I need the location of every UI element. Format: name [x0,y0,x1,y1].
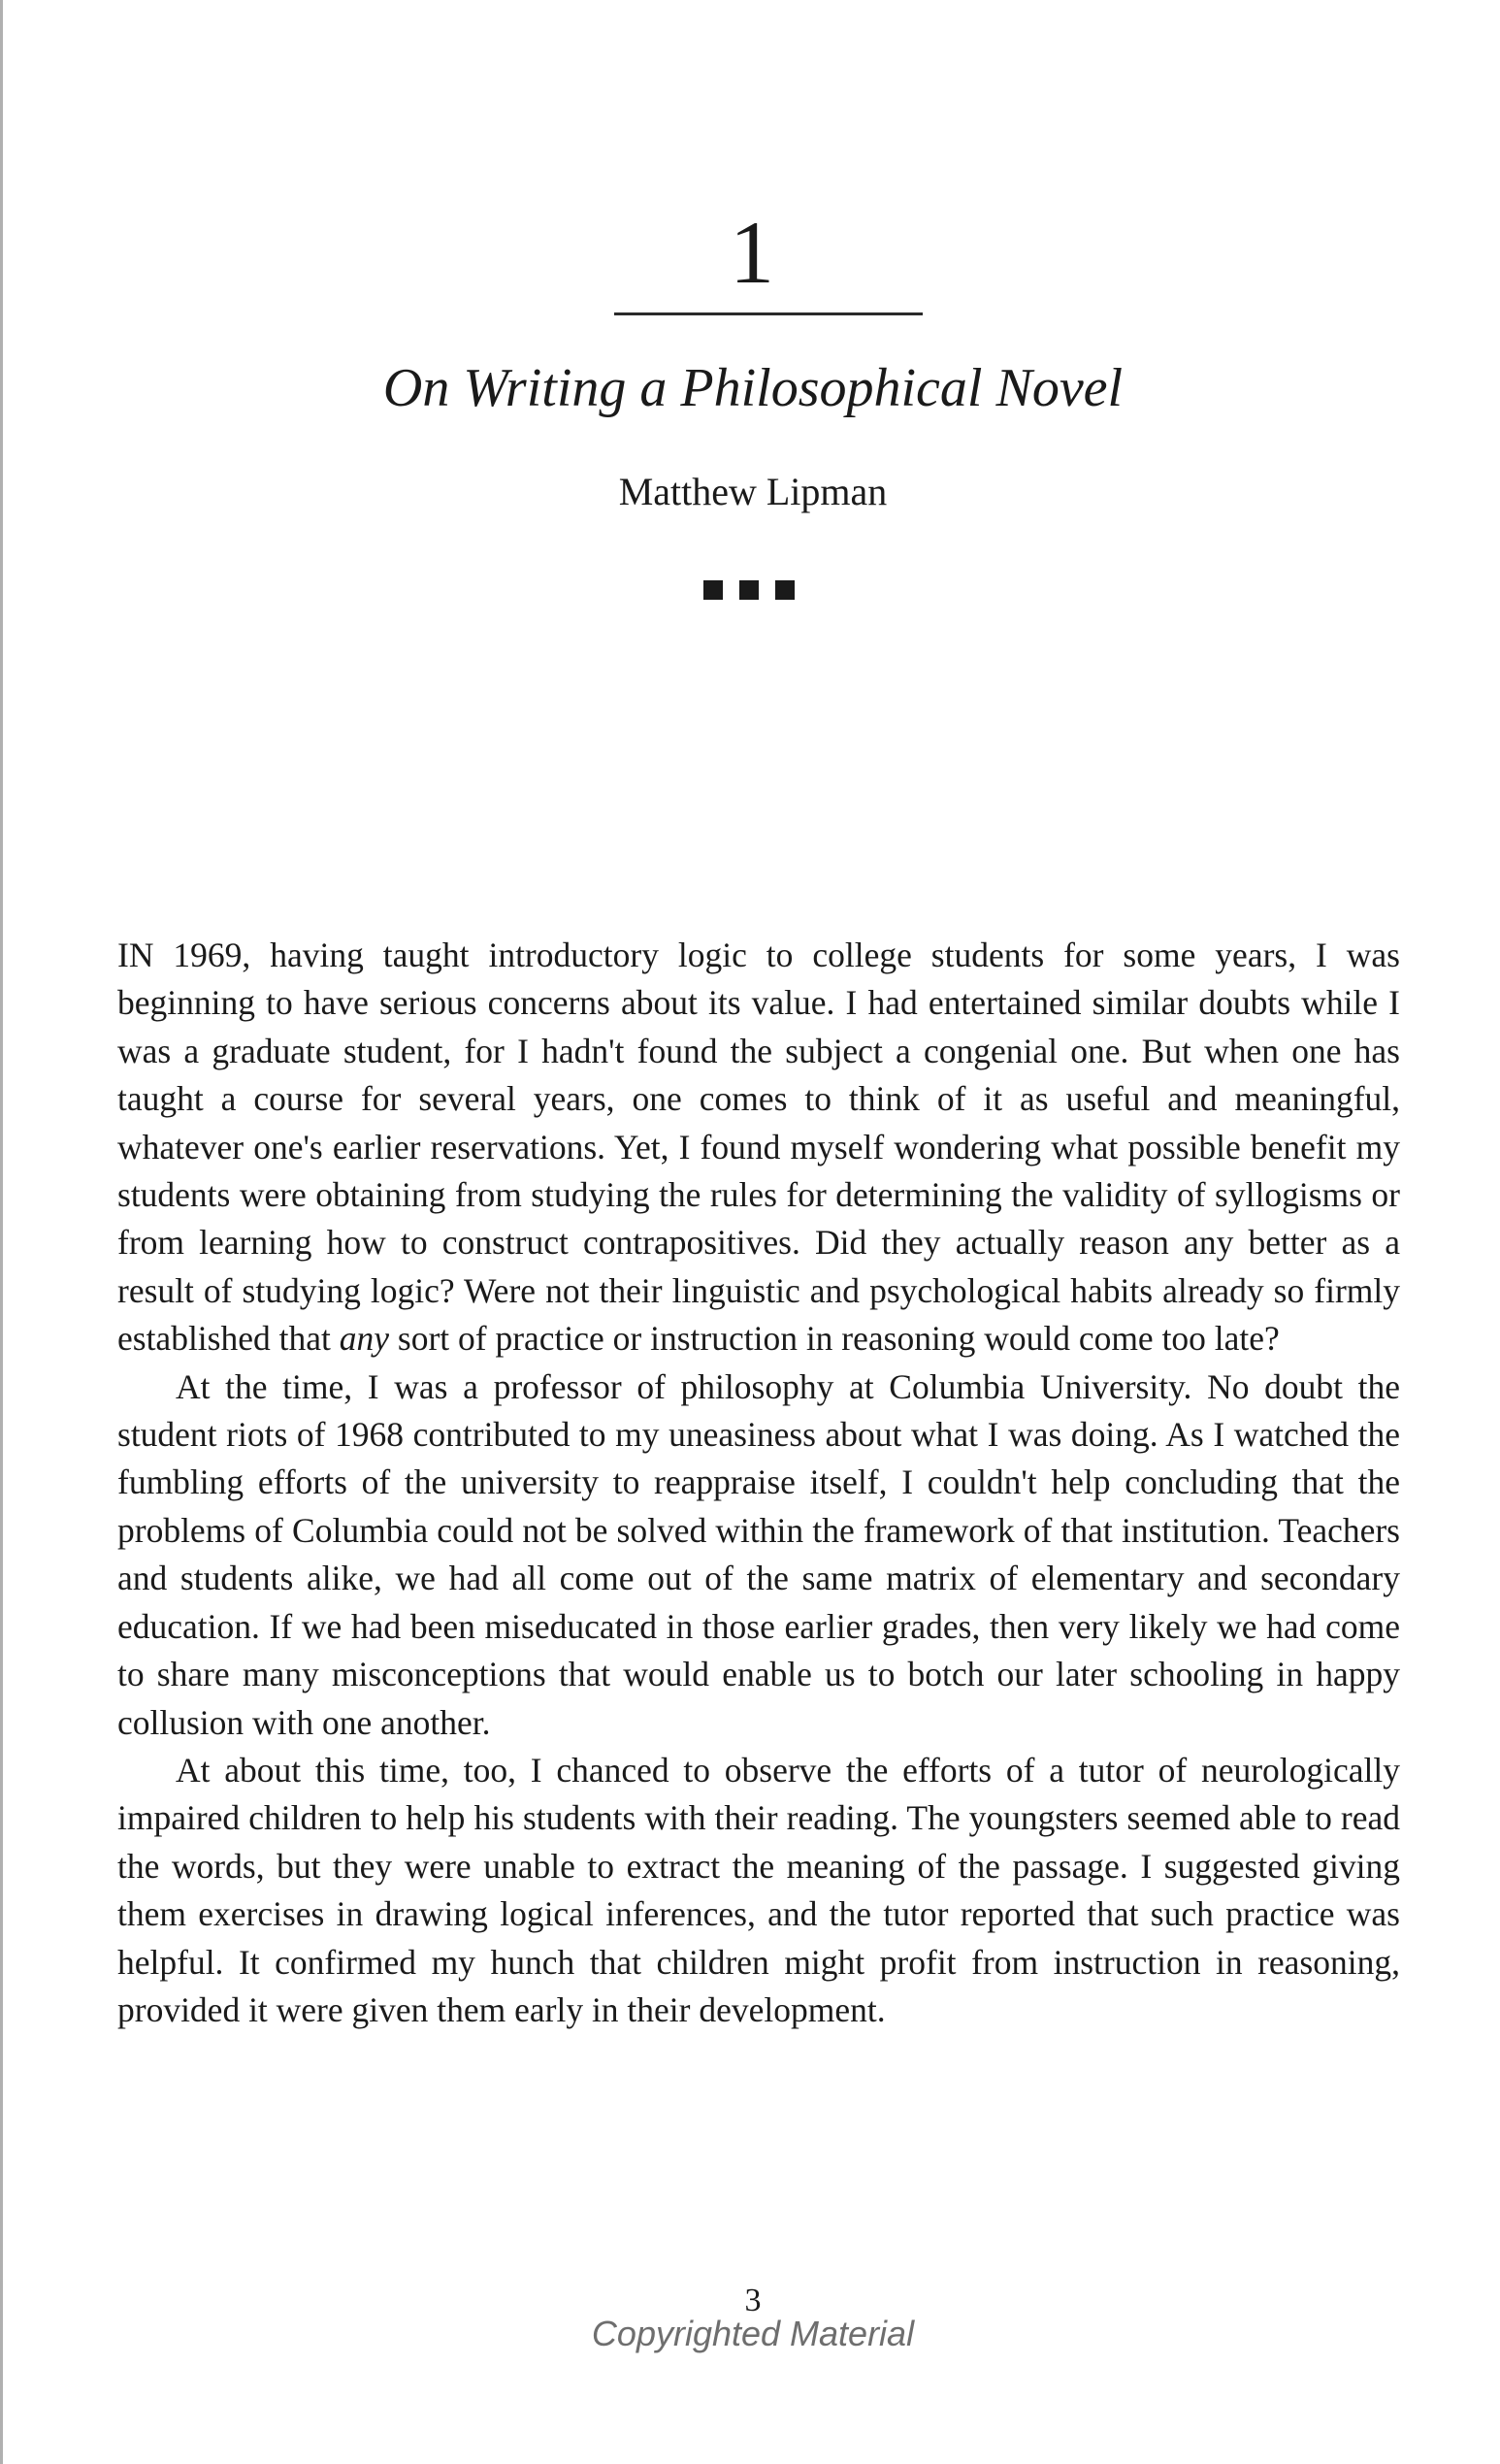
chapter-title: On Writing a Philosophical Novel [382,358,1124,418]
paragraph-3: At about this time, too, I chanced to observe the efforts of a tutor of neurologically impaired children to help his students with their reading. The youngsters seemed able to read the words, but they were unable to extract the meaning of the passage. I suggested giving them exercises in drawing logical inferences, and the tutor reported that such practice was helpful. It confirmed my hunch that children might profit from instruction in reasoning, provided it were given them early in their development. [117,1750,1400,2029]
ornament-square-icon [775,580,795,600]
paragraph-2: At the time, I was a professor of philosophy at Columbia University. No doubt the student riots of 1968 contributed to my uneasiness about what I was doing. As I watched the fumbling efforts of the university to reappraise itself, I couldn't help concluding that the problems of Columbia could not be solved within the framework of that institution. Teachers and students alike, we had all come out of the same matrix of elementary and secondary education. If we had been miseducated in those earlier grades, then very likely we had come to share many misconceptions that would enable us to botch our later schooling in happy collusion with one another. [117,1366,1400,1742]
copyright-notice: Copyrighted Material [591,2314,915,2353]
paragraph-1-text: IN 1969, having taught introductory logic to college students for some years, I was beginning to have serious concerns about its value. I had entertained similar doubts while I was a graduate student, for I hadn't found the subject a congenial one. But when one has taught a course for several years, one comes to think of it as useful and meaningful, whatever one's earlier reservations. Yet, I found myself wondering what possible benefit my students were obtaining from studying the rules for determining the validity of syllogisms or from learning how to construct contrapositives. Did they actually reason any better as a result of studying logic? Were not their linguistic and psychological habits already so firmly established that [117,936,1400,1359]
page-number: 3 [744,2283,762,2318]
ornament-square-icon [703,580,723,600]
ornament-square-icon [739,580,759,600]
author-name: Matthew Lipman [618,470,888,513]
paragraph-1-text-end: sort of practice or instruction in reasoning would come too late? [389,1319,1280,1359]
chapter-number: 1 [730,203,776,302]
section-ornament [703,580,795,600]
paragraph-1-emphasis: any [339,1319,389,1359]
paragraph-1 [117,932,1400,1363]
chapter-rule [614,312,923,315]
body-text [117,932,1400,2034]
